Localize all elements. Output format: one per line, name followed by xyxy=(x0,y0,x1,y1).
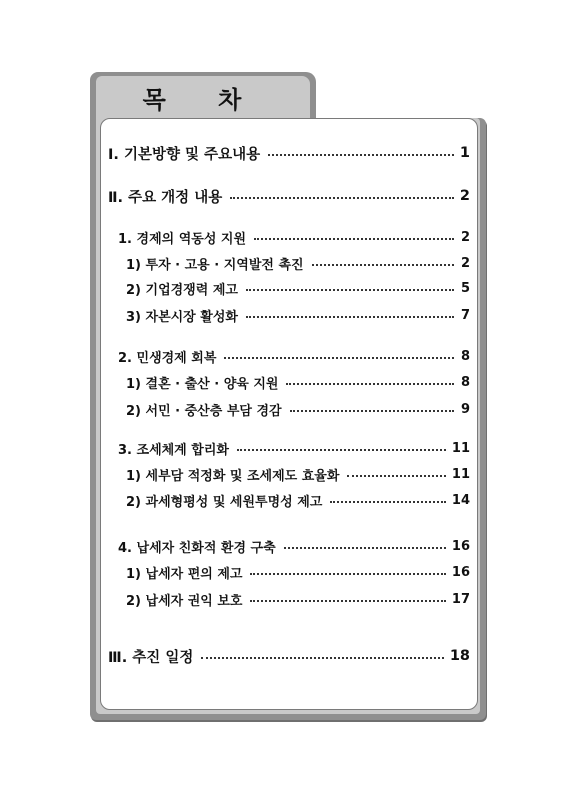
dot-leader xyxy=(201,655,443,659)
toc-entry[interactable] xyxy=(126,588,470,610)
toc-entry-label: 1) 투자 · 고용 · 지역발전 촉진 xyxy=(126,257,304,273)
toc-entry[interactable] xyxy=(118,226,470,248)
toc-entry[interactable] xyxy=(108,645,470,667)
toc-entry-page: 18 xyxy=(449,648,470,664)
toc-entry[interactable] xyxy=(126,371,470,393)
toc-entry-page: 2 xyxy=(460,229,470,245)
toc-entry[interactable] xyxy=(126,277,470,299)
toc-entry-label: 2) 과세형평성 및 세원투명성 제고 xyxy=(126,494,323,510)
toc-entry-label: 1) 납세자 편의 제고 xyxy=(126,566,243,582)
toc-entry[interactable] xyxy=(108,142,470,164)
toc-entry-label: Ⅰ. 기본방향 및 주요내용 xyxy=(108,146,261,163)
dot-leader xyxy=(268,152,454,156)
toc-entry-label: Ⅲ. 추진 일정 xyxy=(108,649,194,666)
toc-entry[interactable] xyxy=(126,304,470,326)
toc-entry-page: 8 xyxy=(460,374,470,390)
toc-entry-page: 2 xyxy=(459,188,470,204)
dot-leader xyxy=(237,447,446,451)
toc-entry[interactable] xyxy=(126,561,470,583)
toc-entry-page: 2 xyxy=(460,255,470,271)
toc-entry-page: 1 xyxy=(459,145,470,161)
dot-leader xyxy=(330,499,446,503)
toc-entry-page: 14 xyxy=(451,492,470,508)
toc-entry-label: 2) 납세자 권익 보호 xyxy=(126,593,243,609)
dot-leader xyxy=(224,355,454,359)
toc-entry[interactable] xyxy=(118,437,470,459)
dot-leader xyxy=(284,545,446,549)
toc-entry-label: 1. 경제의 역동성 지원 xyxy=(118,231,247,247)
toc-entry[interactable] xyxy=(108,185,470,207)
dot-leader xyxy=(246,287,454,291)
toc-entry-label: 2. 민생경제 회복 xyxy=(118,350,217,366)
toc-entry-label: 2) 서민 · 중산층 부담 경감 xyxy=(126,403,282,419)
toc-entry-label: 1) 결혼 · 출산 · 양육 지원 xyxy=(126,376,279,392)
toc-entry-page: 16 xyxy=(451,538,470,554)
toc-entry-page: 17 xyxy=(451,591,470,607)
dot-leader xyxy=(250,598,445,602)
toc-entry-label: 4. 납세자 친화적 환경 구축 xyxy=(118,540,276,556)
toc-entry[interactable] xyxy=(126,252,470,274)
dot-leader xyxy=(290,408,454,412)
toc-entry-label: 3) 자본시장 활성화 xyxy=(126,309,238,325)
toc-entry[interactable] xyxy=(118,345,470,367)
toc-entry-label: Ⅱ. 주요 개정 내용 xyxy=(108,189,223,206)
toc-entry-page: 16 xyxy=(451,564,470,580)
dot-leader xyxy=(347,473,445,477)
dot-leader xyxy=(250,571,445,575)
toc-entry-label: 2) 기업경쟁력 제고 xyxy=(126,282,238,298)
toc-entry-label: 1) 세부담 적정화 및 조세제도 효율화 xyxy=(126,468,340,484)
toc-entry-page: 7 xyxy=(460,307,470,323)
dot-leader xyxy=(230,195,454,199)
dot-leader xyxy=(312,262,454,266)
toc-entry[interactable] xyxy=(126,398,470,420)
dot-leader xyxy=(246,314,454,318)
toc-entry-page: 5 xyxy=(460,280,470,296)
dot-leader xyxy=(254,236,454,240)
toc-entry-page: 9 xyxy=(460,401,470,417)
toc-title: 목 차 xyxy=(142,86,264,114)
toc-entry-page: 11 xyxy=(451,466,470,482)
toc-entry[interactable] xyxy=(126,489,470,511)
toc-entry[interactable] xyxy=(126,463,470,485)
toc-entry-page: 8 xyxy=(460,348,470,364)
toc-entry-label: 3. 조세체계 합리화 xyxy=(118,442,229,458)
toc-entry[interactable] xyxy=(118,535,470,557)
dot-leader xyxy=(286,381,454,385)
toc-entry-page: 11 xyxy=(451,440,470,456)
